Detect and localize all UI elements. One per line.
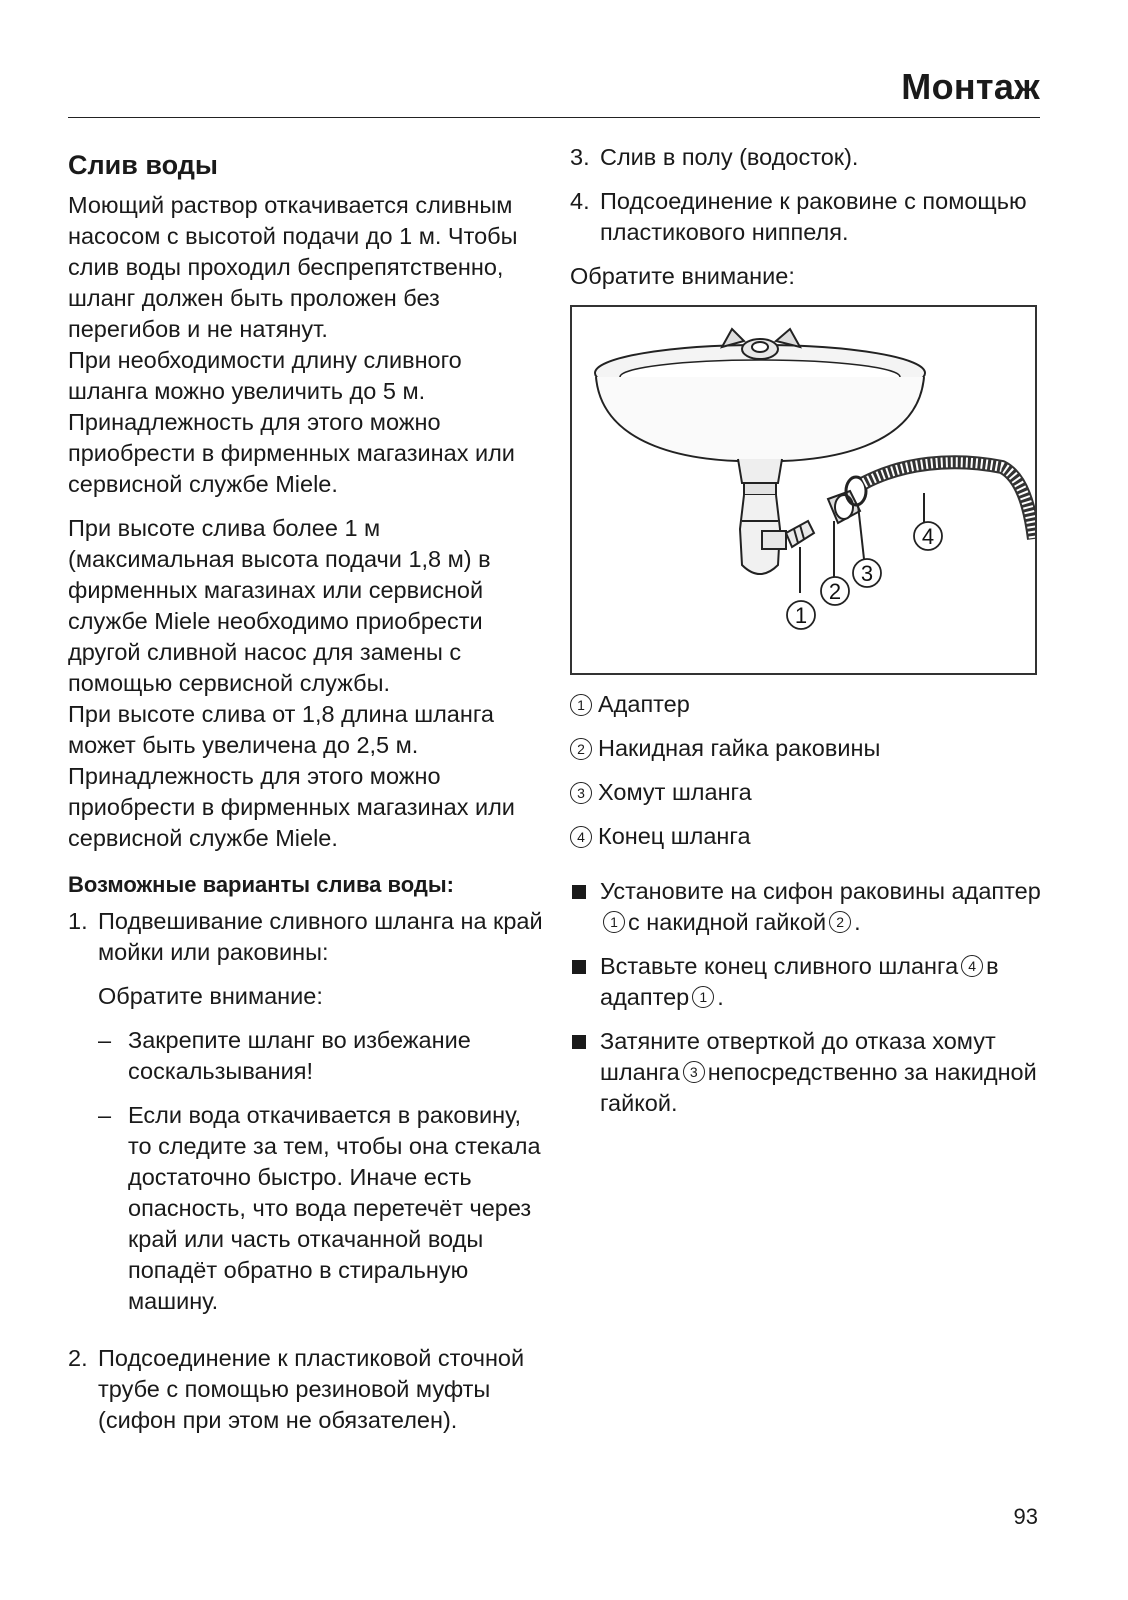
callout-number: 1 xyxy=(603,911,625,933)
callout-number: 3 xyxy=(683,1061,705,1083)
callout-4 xyxy=(914,522,942,550)
drain-options-heading: Возможные варианты слива воды: xyxy=(68,872,454,897)
svg-text:1: 1 xyxy=(794,603,808,628)
instruction-step xyxy=(570,876,1042,938)
bullet-square-icon xyxy=(572,960,586,974)
callout-number: 2 xyxy=(570,738,592,760)
callout-1 xyxy=(787,601,815,629)
list-item-2 xyxy=(68,1343,544,1436)
svg-text:2: 2 xyxy=(828,579,842,604)
list-number: 2. xyxy=(68,1345,88,1371)
sink-connection-figure xyxy=(570,305,1037,675)
dash-item xyxy=(98,1100,544,1317)
dash-marker: – xyxy=(98,1027,112,1053)
callout-number: 4 xyxy=(961,955,983,977)
legend-text: Накидная гайка раковины xyxy=(598,735,881,761)
paragraph-hose-extension: При необходимости длину сливного шланга можно увеличить до 5 м. Принадлежность для этого можно приобрести в фирменных магазинах или сервисной службе Miele. xyxy=(68,347,515,497)
paragraph-hose-2-5m: При высоте слива от 1,8 длина шланга может быть увеличена до 2,5 м. Принадлежность для этого можно приобрести в фирменных магазинах или сервисной службе Miele. xyxy=(68,701,515,851)
legend-text: Конец шланга xyxy=(598,823,751,849)
page-title: Слив воды xyxy=(68,150,218,180)
legend-text: Хомут шланга xyxy=(598,779,752,805)
list-item-text: Подсоединение к пластиковой сточной трубе с помощью резиновой муфты (сифон при этом не обязателен). xyxy=(98,1345,525,1433)
dash-marker: – xyxy=(98,1102,112,1128)
callout-3 xyxy=(853,559,881,587)
list-item-text: Подсоединение к раковине с помощью пластикового ниппеля. xyxy=(600,188,1027,245)
svg-text:4: 4 xyxy=(921,524,935,549)
callout-number: 1 xyxy=(570,694,592,716)
legend-item xyxy=(570,777,1042,808)
sink-illustration xyxy=(572,307,1035,673)
legend-text: Адаптер xyxy=(598,691,690,717)
legend-item xyxy=(570,733,1042,764)
dash-item-text: Закрепите шланг во избежание соскальзывания! xyxy=(128,1027,471,1084)
instruction-text: Вставьте конец сливного шланга 4 в адаптер 1 . xyxy=(600,953,999,1010)
paragraph-higher-drain: При высоте слива более 1 м (максимальная высота подачи 1,8 м) в фирменных магазинах или сервисной службе Miele необходимо приобрести другой сливной насос для замены с помощью сервисной службы. xyxy=(68,515,491,696)
callout-number: 4 xyxy=(570,826,592,848)
page-number: 93 xyxy=(1013,1504,1038,1529)
callout-number: 3 xyxy=(570,782,592,804)
legend-item xyxy=(570,689,1042,720)
list-item-4 xyxy=(570,186,1042,248)
right-column xyxy=(570,142,1042,1132)
note-label: Обратите внимание: xyxy=(98,983,323,1009)
bullet-square-icon xyxy=(572,885,586,899)
legend-item xyxy=(570,821,1042,852)
svg-text:3: 3 xyxy=(860,561,874,586)
instruction-step xyxy=(570,951,1042,1013)
header-rule xyxy=(68,117,1040,118)
callout-number: 1 xyxy=(692,986,714,1008)
instruction-text: Установите на сифон раковины адаптер1 с накидной гайкой 2 . xyxy=(600,878,1041,935)
list-number: 3. xyxy=(570,144,590,170)
instruction-step xyxy=(570,1026,1042,1119)
note-label: Обратите внимание: xyxy=(570,263,795,289)
bullet-square-icon xyxy=(572,1035,586,1049)
list-number: 1. xyxy=(68,908,88,934)
callout-number: 2 xyxy=(829,911,851,933)
dash-item xyxy=(98,1025,544,1087)
list-number: 4. xyxy=(570,188,590,214)
instruction-text: Затяните отверткой до отказа хомут шланга 3 непосредственно за накидной гайкой. xyxy=(600,1028,1037,1116)
paragraph-pump-height: Моющий раствор откачивается сливным насосом с высотой подачи до 1 м. Чтобы слив воды проходил беспрепятственно, шланг должен быть проложен без перегибов и не натянут. xyxy=(68,192,518,342)
section-title: Монтаж xyxy=(901,66,1040,107)
left-column xyxy=(68,142,544,1449)
list-item-3 xyxy=(570,142,1042,173)
dash-item-text: Если вода откачивается в раковину, то следите за тем, чтобы она стекала достаточно быстро. Иначе есть опасность, что вода перетечёт через край или часть откачанной воды попадёт обратно в стиральную машину. xyxy=(128,1102,541,1314)
list-item-1 xyxy=(68,906,544,1330)
list-item-text: Подвешивание сливного шланга на край мойки или раковины: xyxy=(98,908,543,965)
callout-2 xyxy=(821,577,849,605)
list-item-text: Слив в полу (водосток). xyxy=(600,144,859,170)
